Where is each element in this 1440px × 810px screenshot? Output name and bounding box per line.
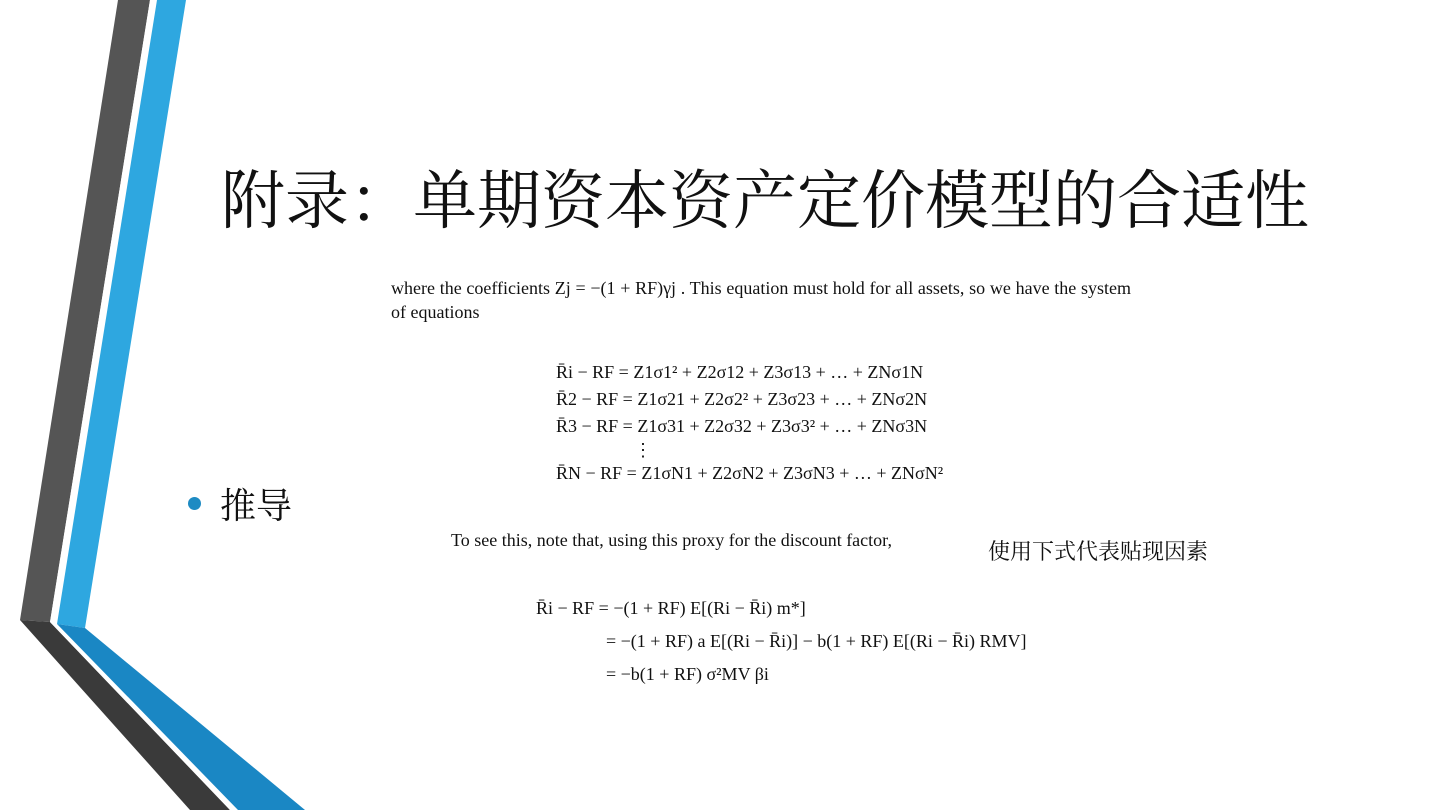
equation-line: R̄i − RF = Z1σ1² + Z2σ12 + Z3σ13 + … + ZNσ1N	[556, 362, 924, 382]
equation-ellipsis: ⋮	[634, 440, 652, 460]
equation-line: R̄2 − RF = Z1σ21 + Z2σ2² + Z3σ23 + … + ZNσ2N	[556, 389, 928, 409]
proxy-paragraph: To see this, note that, using this proxy for the discount factor,	[451, 530, 892, 550]
bullet-dot-icon	[188, 497, 201, 510]
derivation-line: = −(1 + RF) a E[(Ri − R̄i)] − b(1 + RF) E[(Ri − R̄i) RMV]	[606, 631, 1027, 651]
derivation-line: R̄i − RF = −(1 + RF) E[(Ri − R̄i) m*]	[536, 598, 806, 618]
bullet-item	[188, 478, 292, 529]
bullet-label: 推导	[220, 486, 293, 527]
derivation-block	[536, 592, 1027, 691]
equation-line: R̄N − RF = Z1σN1 + Z2σN2 + Z3σN3 + … + ZNσN²	[556, 463, 944, 483]
intro-paragraph: where the coefficients Zj = −(1 + RF)γj . This equation must hold for all assets, so we have the system of equations	[391, 278, 1131, 322]
chinese-annotation: 使用下式代表贴现因素	[988, 540, 1209, 565]
equation-line: R̄3 − RF = Z1σ31 + Z2σ32 + Z3σ3² + … + ZNσ3N	[556, 416, 928, 436]
equation-system	[556, 359, 943, 487]
slide-title: 附录：单期资本资产定价模型的合适性	[221, 165, 1309, 239]
derivation-line: = −b(1 + RF) σ²MV βi	[606, 664, 769, 684]
